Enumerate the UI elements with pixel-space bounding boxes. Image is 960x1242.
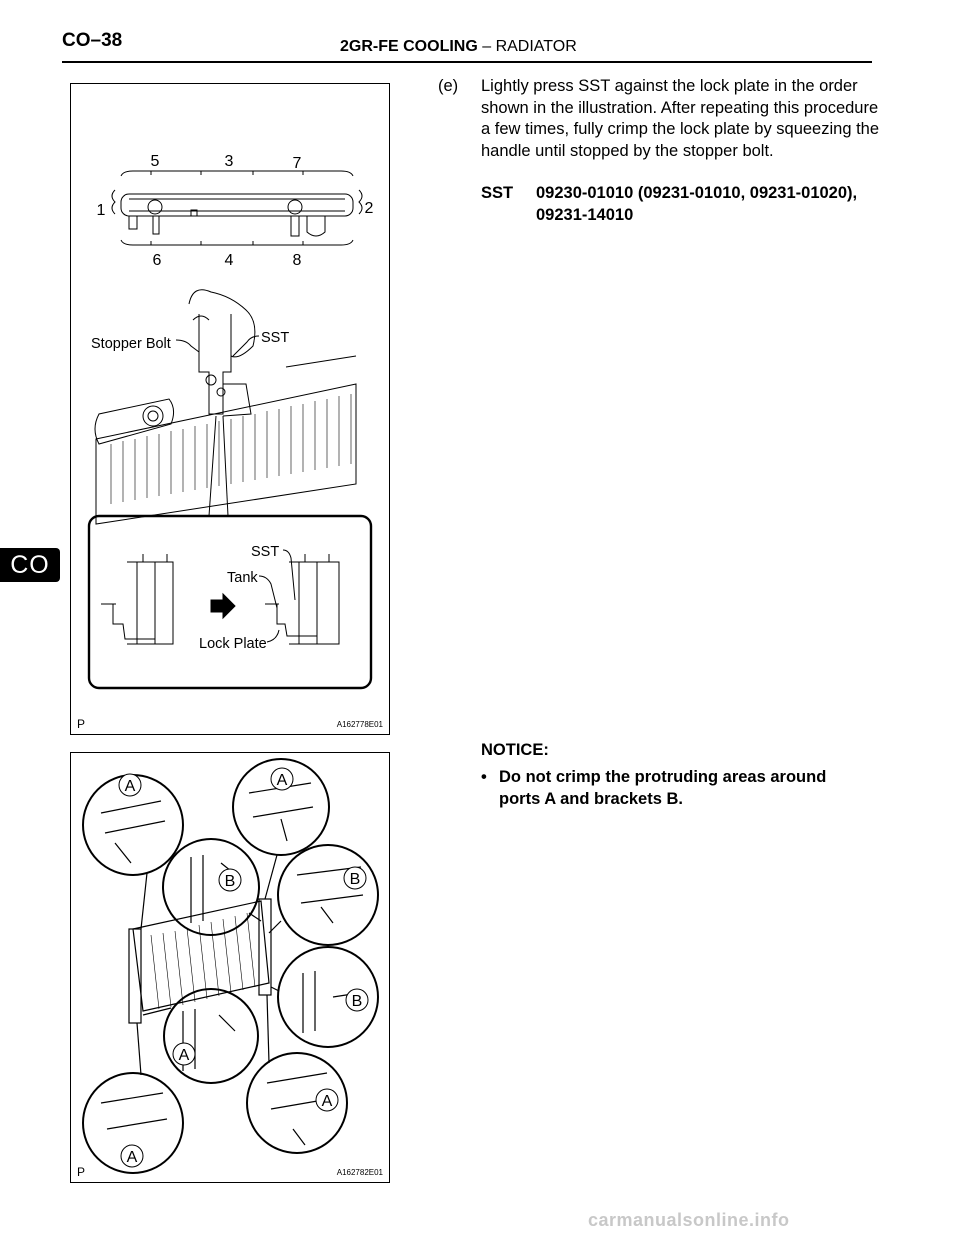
notice-item-text: Do not crimp the protruding areas around ports A and brackets B. bbox=[499, 768, 827, 808]
callout-stopper-bolt: Stopper Bolt bbox=[91, 336, 171, 352]
step-e-label: (e) bbox=[438, 77, 459, 95]
label-b-1: B bbox=[224, 873, 236, 890]
order-number-6: 6 bbox=[152, 252, 162, 269]
header-rule bbox=[62, 61, 872, 63]
label-a-5: A bbox=[126, 1149, 138, 1166]
callout-tank: Tank bbox=[227, 570, 258, 586]
callout-sst-detail: SST bbox=[251, 544, 280, 560]
ports-brackets-illustration bbox=[70, 752, 390, 1183]
label-a-4: A bbox=[321, 1093, 333, 1110]
order-number-7: 7 bbox=[292, 155, 302, 172]
footer-watermark: carmanualsonline.info bbox=[588, 1210, 790, 1230]
order-number-4: 4 bbox=[224, 252, 234, 269]
order-number-8: 8 bbox=[292, 252, 302, 269]
figure2-p-mark: P bbox=[77, 1165, 86, 1179]
callout-lock-plate: Lock Plate bbox=[199, 636, 267, 652]
crimp-order-illustration bbox=[70, 83, 390, 735]
label-b-2: B bbox=[349, 871, 361, 888]
sst-value: 09230-01010 (09231-01010, 09231-01020), 09231-14010 bbox=[536, 184, 858, 224]
order-number-2: 2 bbox=[364, 200, 374, 217]
crimp-order-drawing bbox=[71, 84, 389, 734]
callout-sst-top: SST bbox=[261, 330, 290, 346]
label-a-1: A bbox=[124, 778, 136, 795]
order-number-1: 1 bbox=[96, 202, 106, 219]
section-side-tab: CO bbox=[0, 548, 60, 582]
figure1-p-mark: P bbox=[77, 717, 86, 731]
label-b-3: B bbox=[351, 993, 363, 1010]
notice-title: NOTICE: bbox=[481, 741, 549, 759]
step-e-text: Lightly press SST against the lock plate in the order shown in the illustration. After repeating this procedure a few times, fully crimp the lock plate by squeezing the handle until stopped by the stopper bolt. bbox=[481, 77, 880, 160]
figure2-code: A162782E01 bbox=[336, 1168, 383, 1177]
ports-brackets-drawing bbox=[71, 753, 389, 1182]
section-title bbox=[340, 38, 577, 56]
order-number-5: 5 bbox=[150, 153, 160, 170]
page-number: CO–38 bbox=[62, 30, 123, 51]
label-a-2: A bbox=[276, 772, 288, 789]
label-a-3: A bbox=[178, 1047, 190, 1064]
section-title-rest: – RADIATOR bbox=[482, 38, 577, 55]
notice-bullet: • bbox=[481, 768, 487, 786]
sst-key: SST bbox=[481, 184, 514, 202]
section-title-bold: 2GR-FE COOLING bbox=[340, 38, 478, 55]
figure1-code: A162778E01 bbox=[336, 720, 383, 729]
order-number-3: 3 bbox=[224, 153, 234, 170]
